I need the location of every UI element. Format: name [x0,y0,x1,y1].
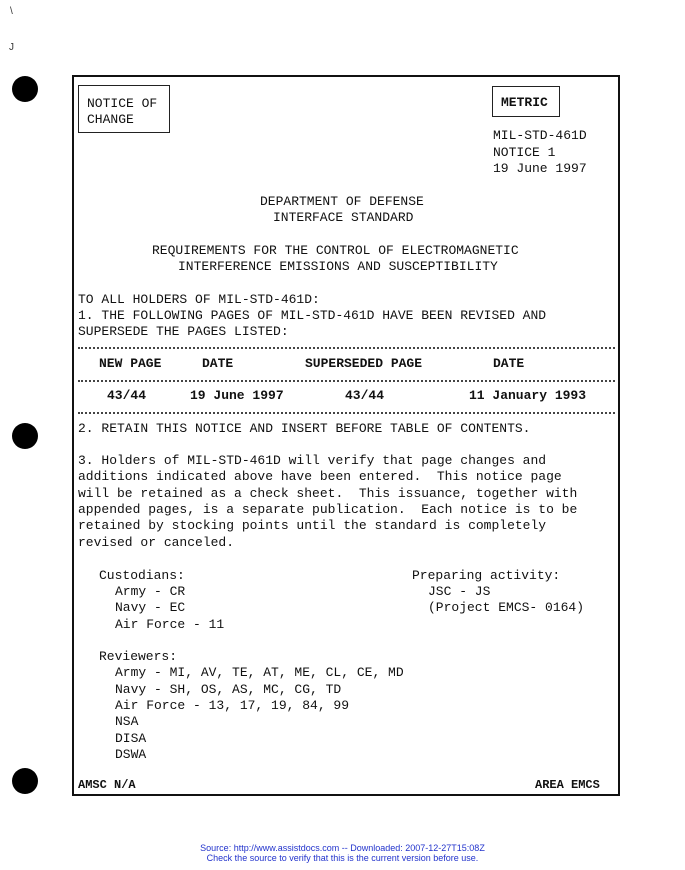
custodian-item: Navy - EC [115,600,186,615]
table-cell-date: 11 January 1993 [469,388,587,403]
paragraph-3-line: additions indicated above have been entered. This notice page [78,469,562,484]
paragraph-3-line: revised or canceled. [78,535,235,550]
scan-mark: \ [10,6,13,17]
intro-line3: SUPERSEDE THE PAGES LISTED: [78,324,289,339]
header-line2: INTERFACE STANDARD [273,210,414,225]
notice-box-line1: NOTICE OF [87,96,158,111]
reviewer-item: Navy - SH, OS, AS, MC, CG, TD [115,682,342,697]
paragraph-3-line: appended pages, is a separate publication. Each notice is to be [78,502,578,517]
notice-date: 19 June 1997 [493,161,587,176]
area-label: AREA EMCS [535,778,600,792]
intro-line2: 1. THE FOLLOWING PAGES OF MIL-STD-461D HAVE BEEN REVISED AND [78,308,547,323]
table-cell-superseded-page: 43/44 [345,388,385,403]
punch-hole [12,423,38,449]
reviewer-item: NSA [115,714,139,729]
scan-mark: J [9,42,14,53]
preparing-activity-heading: Preparing activity: [412,568,561,583]
title-line2: INTERFERENCE EMISSIONS AND SUSCEPTIBILITY [178,259,498,274]
table-cell-new-page: 43/44 [107,388,147,403]
title-line1: REQUIREMENTS FOR THE CONTROL OF ELECTROMAGNETIC [152,243,519,258]
notice-number: NOTICE 1 [493,145,556,160]
dotted-rule [78,347,615,349]
reviewer-item: Air Force - 13, 17, 19, 84, 99 [115,698,350,713]
table-header-date: DATE [493,356,525,371]
custodian-item: Army - CR [115,584,186,599]
header-line1: DEPARTMENT OF DEFENSE [260,194,424,209]
paragraph-2: 2. RETAIN THIS NOTICE AND INSERT BEFORE TABLE OF CONTENTS. [78,421,531,436]
table-header-new-page: NEW PAGE [99,356,162,371]
table-cell-date: 19 June 1997 [190,388,284,403]
custodians-heading: Custodians: [99,568,185,583]
notice-box-line2: CHANGE [87,112,134,127]
preparing-activity-item: JSC - JS [428,584,491,599]
source-line: Source: http://www.assistdocs.com -- Downloaded: 2007-12-27T15:08Z [200,843,485,853]
punch-hole [12,768,38,794]
metric-label: METRIC [501,95,548,110]
source-note: Check the source to verify that this is the current version before use. [206,853,479,863]
intro-line1: TO ALL HOLDERS OF MIL-STD-461D: [78,292,320,307]
paragraph-3-line: will be retained as a check sheet. This issuance, together with [78,486,578,501]
document-number: MIL-STD-461D [493,128,587,143]
paragraph-3-line: retained by stocking points until the standard is completely [78,518,547,533]
reviewer-item: DISA [115,731,147,746]
reviewers-heading: Reviewers: [99,649,178,664]
dotted-rule [78,412,615,414]
table-header-date: DATE [202,356,234,371]
paragraph-3-line: 3. Holders of MIL-STD-461D will verify that page changes and [78,453,547,468]
custodian-item: Air Force - 11 [115,617,225,632]
amsc-label: AMSC N/A [78,778,136,792]
table-header-superseded-page: SUPERSEDED PAGE [305,356,423,371]
reviewer-item: DSWA [115,747,147,762]
preparing-activity-item: (Project EMCS- 0164) [428,600,585,615]
notice-of-change-box [78,85,170,133]
dotted-rule [78,380,615,382]
punch-hole [12,76,38,102]
reviewer-item: Army - MI, AV, TE, AT, ME, CL, CE, MD [115,665,404,680]
metric-box [492,86,560,117]
